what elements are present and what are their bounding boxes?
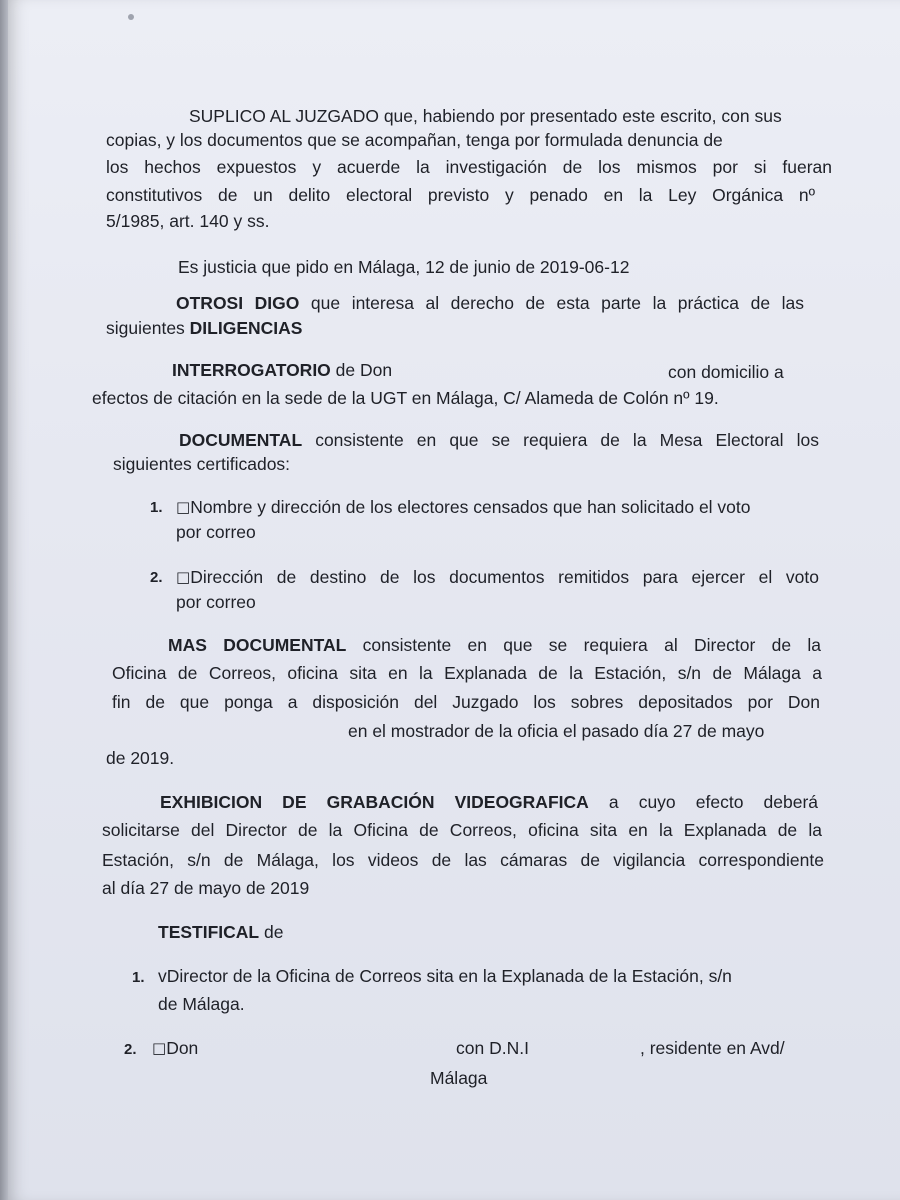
testifical-item-2-number: 2. <box>124 1041 137 1058</box>
testifical-line: TESTIFICAL de <box>158 922 284 942</box>
exhibicion-line-2: solicitarse del Director de la Oficina de Correos, oficina sita en la Explanada de la <box>102 820 822 840</box>
interrogatorio-heading: INTERROGATORIO <box>172 360 331 380</box>
documental-item-2-line-2: por correo <box>176 592 256 612</box>
interrogatorio-line-1-tail: con domicilio a <box>668 362 784 382</box>
documental-item-2-line-1: □Dirección de destino de los documentos remitidos para ejercer el voto <box>176 567 819 587</box>
suplico-line-4: constitutivos de un delito electoral previsto y penado en la Ley Orgánica nº <box>106 185 815 205</box>
documental-line-1: DOCUMENTAL consistente en que se requiera de la Mesa Electoral los <box>179 430 819 450</box>
documental-item-2-number: 2. <box>150 569 163 586</box>
suplico-line-5: 5/1985, art. 140 y ss. <box>106 211 270 231</box>
mas-documental-heading: MAS DOCUMENTAL <box>168 635 347 655</box>
missing-glyph-icon: □ <box>176 568 191 586</box>
suplico-line-1: SUPLICO AL JUZGADO que, habiendo por presentado este escrito, con sus <box>189 106 782 126</box>
documental-item-1-line-1: □Nombre y dirección de los electores censados que han solicitado el voto <box>176 497 751 517</box>
diligencias-heading: DILIGENCIAS <box>189 318 303 338</box>
mas-documental-line-3: fin de que ponga a disposición del Juzgado los sobres depositados por Don <box>112 692 820 712</box>
mas-documental-line-2: Oficina de Correos, oficina sita en la Explanada de la Estación, s/n de Málaga a <box>112 663 822 683</box>
otrosi-line-2: siguientes DILIGENCIAS <box>106 318 303 338</box>
testifical-item-2-line-2: Málaga <box>430 1068 488 1088</box>
testifical-item-1-line-1: vDirector de la Oficina de Correos sita en la Explanada de la Estación, s/n <box>158 966 732 986</box>
exhibicion-line-1: EXHIBICION DE GRABACIÓN VIDEOGRAFICA a cuyo efecto deberá <box>160 792 819 812</box>
exhibicion-heading: EXHIBICION DE GRABACIÓN VIDEOGRAFICA <box>160 792 589 812</box>
testifical-item-2-line-1-start: □Don <box>152 1038 199 1058</box>
missing-glyph-icon: □ <box>152 1039 167 1057</box>
testifical-item-2-residence: , residente en Avd/ <box>640 1038 785 1058</box>
punch-mark <box>128 14 134 20</box>
mas-documental-line-4: en el mostrador de la oficia el pasado día 27 de mayo <box>348 721 765 741</box>
testifical-item-1-line-2: de Málaga. <box>158 994 245 1014</box>
testifical-heading: TESTIFICAL <box>158 922 260 942</box>
mas-documental-line-5: de 2019. <box>106 748 175 768</box>
interrogatorio-line-1: INTERROGATORIO de Don <box>172 360 393 380</box>
missing-glyph-icon: □ <box>176 498 191 516</box>
documental-line-2: siguientes certificados: <box>113 454 291 474</box>
suplico-line-2: copias, y los documentos que se acompañan, tenga por formulada denuncia de <box>106 130 723 150</box>
otrosi-heading: OTROSI DIGO <box>176 293 300 313</box>
testifical-item-1-number: 1. <box>132 969 145 986</box>
documental-item-1-number: 1. <box>150 499 163 516</box>
exhibicion-line-4: al día 27 de mayo de 2019 <box>102 878 310 898</box>
exhibicion-line-3: Estación, s/n de Málaga, los videos de las cámaras de vigilancia correspondiente <box>102 850 824 870</box>
justicia-line: Es justicia que pido en Málaga, 12 de junio de 2019-06-12 <box>178 257 630 277</box>
documental-heading: DOCUMENTAL <box>179 430 303 450</box>
document-page <box>8 0 900 1200</box>
testifical-item-2-dni: con D.N.I <box>456 1038 529 1058</box>
otrosi-line-1: OTROSI DIGO que interesa al derecho de esta parte la práctica de las <box>176 293 804 313</box>
interrogatorio-line-2: efectos de citación en la sede de la UGT en Málaga, C/ Alameda de Colón nº 19. <box>92 388 719 408</box>
mas-documental-line-1: MAS DOCUMENTAL consistente en que se requiera al Director de la <box>168 635 821 655</box>
documental-item-1-line-2: por correo <box>176 522 256 542</box>
page-shadow-edge <box>0 0 8 1200</box>
suplico-line-3: los hechos expuestos y acuerde la investigación de los mismos por si fueran <box>106 157 832 177</box>
